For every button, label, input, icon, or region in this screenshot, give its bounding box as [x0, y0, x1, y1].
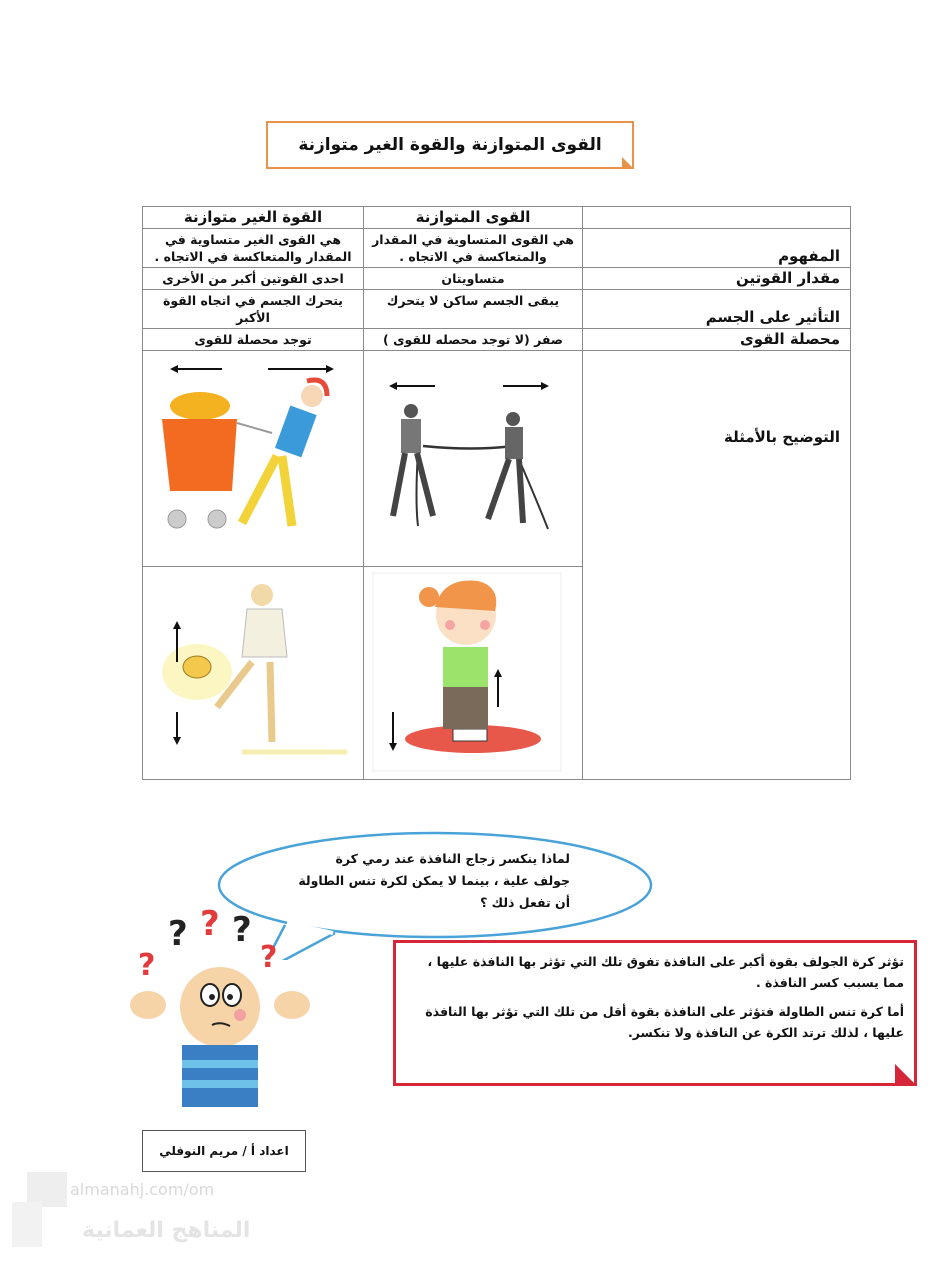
cell-balanced: متساويتان: [364, 268, 583, 290]
table-row: [143, 290, 851, 329]
svg-text:?: ?: [138, 948, 156, 983]
answer-box: [393, 940, 917, 1086]
cell-unbalanced: يتحرك الجسم في اتجاه القوة الأكبر: [143, 290, 364, 329]
row-label: المفهوم: [583, 229, 851, 268]
table-row: [143, 329, 851, 351]
header-balanced: القوى المتوازنة: [364, 207, 583, 229]
tug-of-war-illustration: [364, 351, 583, 567]
examples-label: التوضيح بالأمثلة: [583, 351, 851, 780]
author-credit: اعداد أ / مريم النوفلي: [142, 1130, 306, 1172]
svg-text:?: ?: [200, 905, 220, 944]
question-line: لماذا ينكسر زجاج النافذة عند رمي كرة: [335, 851, 570, 866]
header-empty: [583, 207, 851, 229]
row-label: التأثير على الجسم: [583, 290, 851, 329]
cart-pulling-illustration: [143, 351, 364, 567]
svg-text:?: ?: [260, 940, 278, 975]
answer-paragraph: أما كرة تنس الطاولة فتؤثر على النافذة بقوة أقل من تلك التي تؤثر بها النافذة عليها ، لذلك ترتد الكرة عن النافذة ولا تنكسر.: [425, 1004, 904, 1040]
page-title: القوى المتوازنة والقوة الغير متوازنة: [298, 135, 602, 155]
header-unbalanced: القوة الغير متوازنة: [143, 207, 364, 229]
cell-unbalanced: توجد محصلة للقوى: [143, 329, 364, 351]
cell-unbalanced: هي القوى الغير متساوية في المقدار والمتعاكسة في الاتجاه .: [143, 229, 364, 268]
watermark-name: المناهج العمانية: [82, 1218, 251, 1243]
table-row: [143, 268, 851, 290]
question-line: أن تفعل ذلك ؟: [480, 895, 570, 910]
title-fold: [622, 157, 634, 169]
confused-boy-illustration: [120, 905, 320, 1110]
cell-unbalanced: احدى القوتين أكبر من الأخرى: [143, 268, 364, 290]
row-label: مقدار القوتين: [583, 268, 851, 290]
answer-fold: [895, 1064, 917, 1086]
cell-balanced: يبقى الجسم ساكن لا يتحرك: [364, 290, 583, 329]
svg-text:?: ?: [168, 914, 188, 954]
question-line: جولف علية ، بينما لا يمكن لكرة تنس الطاولة: [298, 873, 570, 888]
title-box: [266, 121, 634, 169]
kicking-ball-illustration: [143, 567, 364, 780]
table-header-row: [143, 207, 851, 229]
answer-paragraph: تؤثر كرة الجولف بقوة أكبر على النافذة تفوق تلك التي تؤثر بها النافذة عليها ، مما يسبب كسر النافذة .: [427, 954, 904, 990]
watermark-url: almanahj.com/om: [70, 1180, 215, 1199]
comparison-table: [142, 206, 851, 780]
svg-text:?: ?: [232, 910, 252, 950]
cell-balanced: صفر (لا توجد محصله للقوى ): [364, 329, 583, 351]
table-row-examples: [143, 351, 851, 567]
cell-balanced: هي القوى المتساوية في المقدار والمتعاكسة في الاتجاه .: [364, 229, 583, 268]
watermark-logo-icon: [12, 1172, 72, 1252]
table-row: [143, 229, 851, 268]
girl-on-scale-illustration: [364, 567, 583, 780]
row-label: محصلة القوى: [583, 329, 851, 351]
